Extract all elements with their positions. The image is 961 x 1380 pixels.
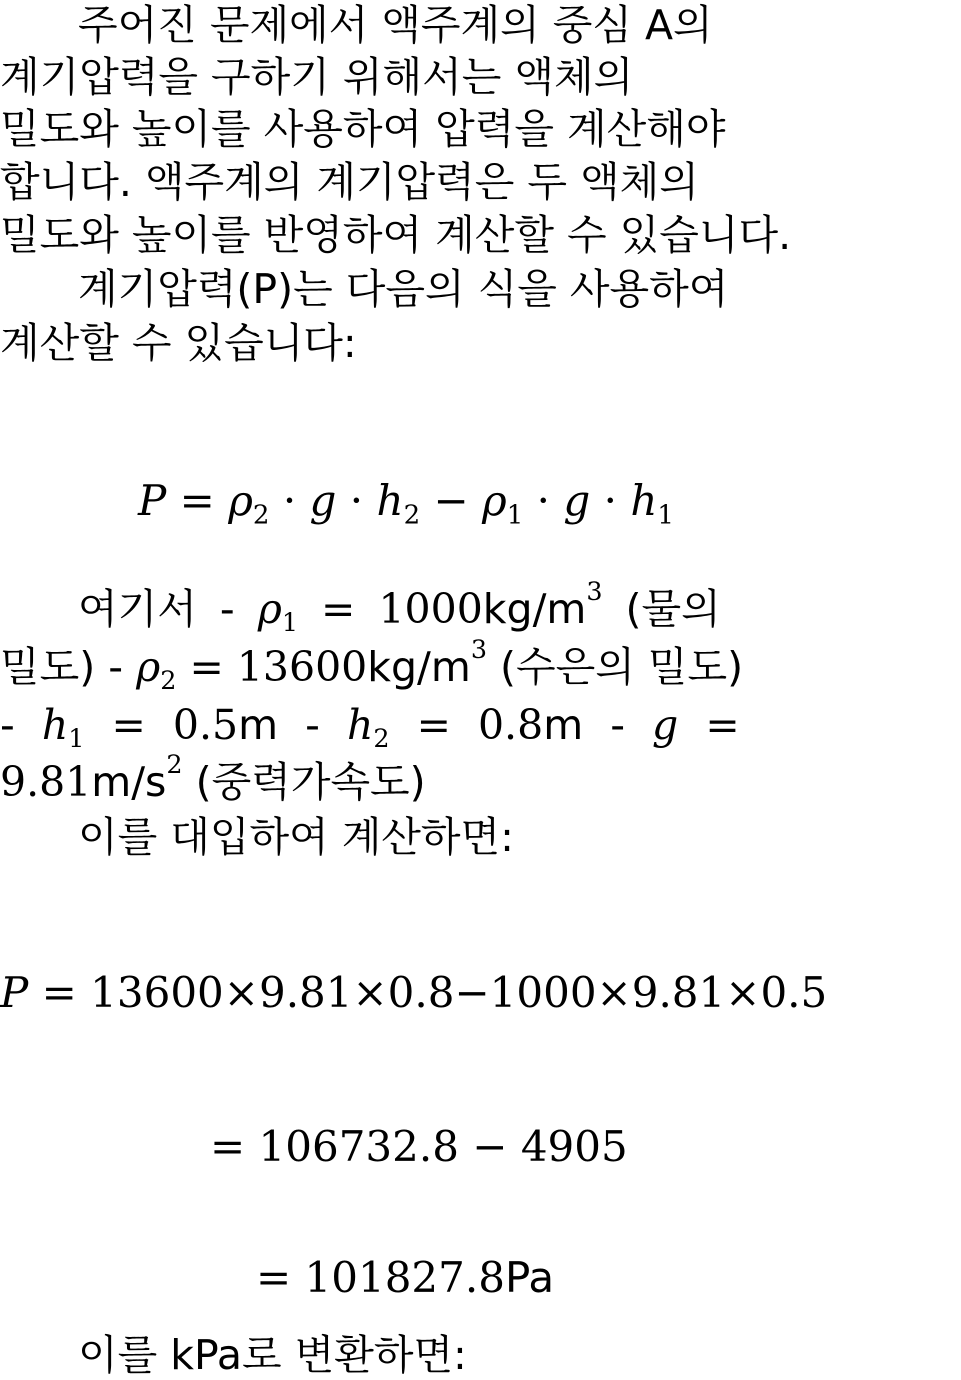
- formula-subscript: 2: [252, 500, 270, 531]
- formula-symbol: h: [630, 476, 658, 525]
- calc-expression: = 13600×9.81×0.8−1000×9.81×0.5: [41, 968, 828, 1017]
- definition-line: [0, 749, 426, 807]
- g-unit: m/s: [91, 758, 167, 806]
- list-dash: -: [219, 585, 235, 633]
- formula-subscript: 2: [403, 500, 421, 531]
- formula-operator: ·: [536, 476, 551, 525]
- formula-symbol: g: [563, 476, 591, 525]
- paragraph-line: 계기압력을 구하기 위해서는 액체의: [0, 53, 634, 101]
- formula-operator: =: [189, 643, 224, 691]
- convert-text: 이를 kPa로 변환하면:: [78, 1331, 467, 1379]
- formula-symbol: h: [376, 476, 404, 525]
- formula-symbol: ρ: [257, 585, 282, 633]
- formula-subscript: 1: [68, 723, 85, 754]
- rho1-description: (물의: [625, 585, 721, 633]
- unit-exponent: 3: [470, 634, 487, 665]
- definition-line: [0, 700, 740, 754]
- formula-symbol: g: [652, 701, 679, 749]
- formula-symbol: ρ: [482, 476, 507, 525]
- paragraph-line: 주어진 문제에서 액주계의 중심 A의: [78, 1, 713, 49]
- formula-operator: ·: [603, 476, 617, 525]
- formula-symbol: h: [41, 701, 69, 749]
- h1-value: 0.5: [172, 701, 239, 749]
- calc-line-2: = 106732.8 − 4905: [210, 1122, 628, 1171]
- formula-symbol: ρ: [228, 476, 253, 525]
- paragraph-line: 계기압력(P)는 다음의 식을 사용하여: [78, 265, 729, 313]
- rho1-description: 밀도): [0, 643, 96, 691]
- formula-operator: ·: [349, 476, 364, 525]
- formula-operator: =: [705, 701, 740, 749]
- list-dash: -: [610, 701, 625, 749]
- formula-operator: =: [416, 701, 451, 749]
- rho2-unit: kg/m: [367, 643, 471, 691]
- calc-line-3: [256, 1253, 554, 1303]
- rho2-value: 13600: [236, 643, 368, 691]
- formula-symbol: ρ: [136, 643, 161, 691]
- list-dash: -: [108, 643, 124, 691]
- h1-unit: m: [238, 701, 279, 749]
- formula-symbol: P: [138, 476, 167, 525]
- calc-line-1: [0, 968, 827, 1018]
- formula-subscript: 1: [506, 500, 524, 531]
- paragraph-line: 밀도와 높이를 반영하여 계산할 수 있습니다.: [0, 211, 792, 259]
- rho1-unit: kg/m: [482, 585, 587, 633]
- paragraph-line: 합니다. 액주계의 계기압력은 두 액체의: [0, 158, 699, 206]
- rho1-value: 1000: [378, 585, 483, 633]
- unit-exponent: 2: [166, 749, 183, 780]
- pressure-formula: [138, 476, 674, 531]
- h2-unit: m: [543, 701, 584, 749]
- formula-subscript: 1: [281, 607, 298, 638]
- formula-operator: =: [321, 585, 356, 633]
- formula-symbol: P: [0, 968, 29, 1017]
- paragraph-line: 계산할 수 있습니다:: [0, 319, 357, 367]
- substitute-text: 이를 대입하여 계산하면:: [78, 813, 514, 861]
- list-dash: -: [0, 701, 15, 749]
- formula-operator: −: [433, 476, 469, 525]
- calc-result: = 101827.8: [256, 1253, 505, 1302]
- g-description: (중력가속도): [195, 758, 426, 806]
- formula-symbol: h: [346, 701, 374, 749]
- g-value: 9.81: [0, 758, 92, 806]
- formula-subscript: 2: [160, 665, 177, 696]
- list-dash: -: [305, 701, 320, 749]
- rho2-description: (수은의 밀도): [500, 643, 744, 691]
- formula-operator: =: [111, 701, 146, 749]
- unit-exponent: 3: [586, 576, 603, 607]
- definition-intro: 여기서: [78, 585, 197, 633]
- paragraph-line: 밀도와 높이를 사용하여 압력을 계산해야: [0, 105, 726, 153]
- definition-line: [0, 634, 744, 696]
- h2-value: 0.8: [477, 701, 544, 749]
- formula-operator: =: [179, 476, 215, 525]
- result-unit: Pa: [504, 1253, 555, 1302]
- formula-subscript: 1: [657, 500, 674, 531]
- definition-line: [78, 576, 721, 638]
- formula-operator: ·: [282, 476, 297, 525]
- formula-subscript: 2: [373, 723, 390, 754]
- formula-symbol: g: [309, 476, 337, 525]
